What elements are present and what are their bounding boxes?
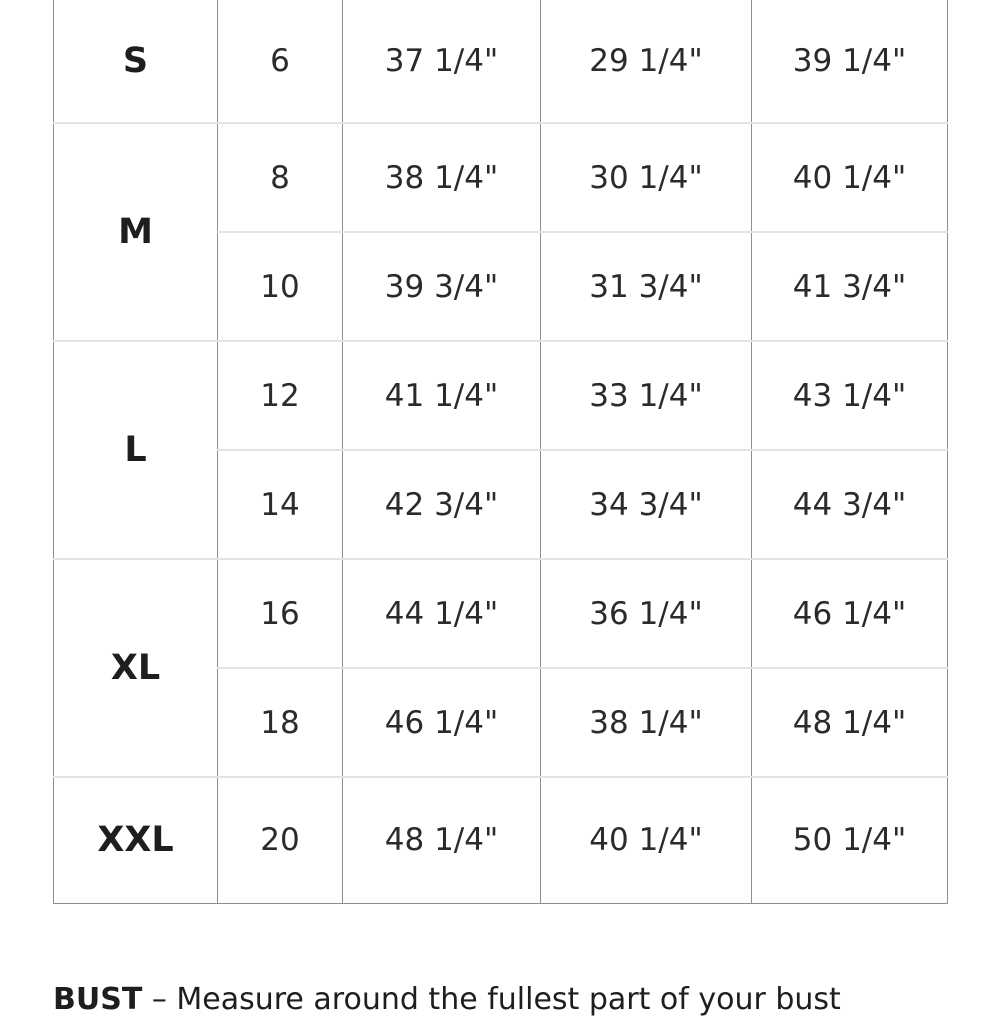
size-chart-body [54, 0, 948, 903]
measurement-cell: 48 1/4" [343, 777, 541, 903]
measurement-cell: 34 3/4" [541, 450, 752, 559]
measurement-cell: 39 1/4" [752, 0, 948, 123]
numeric-size-cell: 8 [218, 123, 343, 232]
measurement-cell: 30 1/4" [541, 123, 752, 232]
measurement-cell: 29 1/4" [541, 0, 752, 123]
measurement-cell: 42 3/4" [343, 450, 541, 559]
measurement-cell: 38 1/4" [541, 668, 752, 777]
table-row [54, 0, 948, 123]
measurement-cell: 44 3/4" [752, 450, 948, 559]
measurement-cell: 44 1/4" [343, 559, 541, 668]
size-label-cell: M [54, 123, 218, 341]
measurement-cell: 37 1/4" [343, 0, 541, 123]
table-row [54, 559, 948, 668]
measurement-cell: 50 1/4" [752, 777, 948, 903]
measurement-cell: 39 3/4" [343, 232, 541, 341]
numeric-size-cell: 6 [218, 0, 343, 123]
size-label-cell: S [54, 0, 218, 123]
measurement-description: – Measure around the fullest part of your bust [142, 982, 841, 1017]
measurement-cell: 38 1/4" [343, 123, 541, 232]
measurement-cell: 40 1/4" [752, 123, 948, 232]
size-label-cell: XL [54, 559, 218, 777]
measurement-cell: 36 1/4" [541, 559, 752, 668]
size-label-cell: XXL [54, 777, 218, 903]
table-row [54, 341, 948, 450]
numeric-size-cell: 20 [218, 777, 343, 903]
size-label-cell: L [54, 341, 218, 559]
measurement-cell: 41 3/4" [752, 232, 948, 341]
numeric-size-cell: 18 [218, 668, 343, 777]
measurement-cell: 33 1/4" [541, 341, 752, 450]
numeric-size-cell: 12 [218, 341, 343, 450]
numeric-size-cell: 16 [218, 559, 343, 668]
table-row [54, 123, 948, 232]
measurement-cell: 31 3/4" [541, 232, 752, 341]
measurement-cell: 46 1/4" [752, 559, 948, 668]
numeric-size-cell: 14 [218, 450, 343, 559]
measurement-cell: 41 1/4" [343, 341, 541, 450]
measurement-cell: 40 1/4" [541, 777, 752, 903]
measurement-cell: 43 1/4" [752, 341, 948, 450]
size-chart-table [53, 0, 948, 904]
table-row [54, 777, 948, 903]
measurement-term: BUST [53, 982, 143, 1017]
numeric-size-cell: 10 [218, 232, 343, 341]
measurement-cell: 48 1/4" [752, 668, 948, 777]
measurement-cell: 46 1/4" [343, 668, 541, 777]
size-chart-table-container [53, 0, 947, 904]
